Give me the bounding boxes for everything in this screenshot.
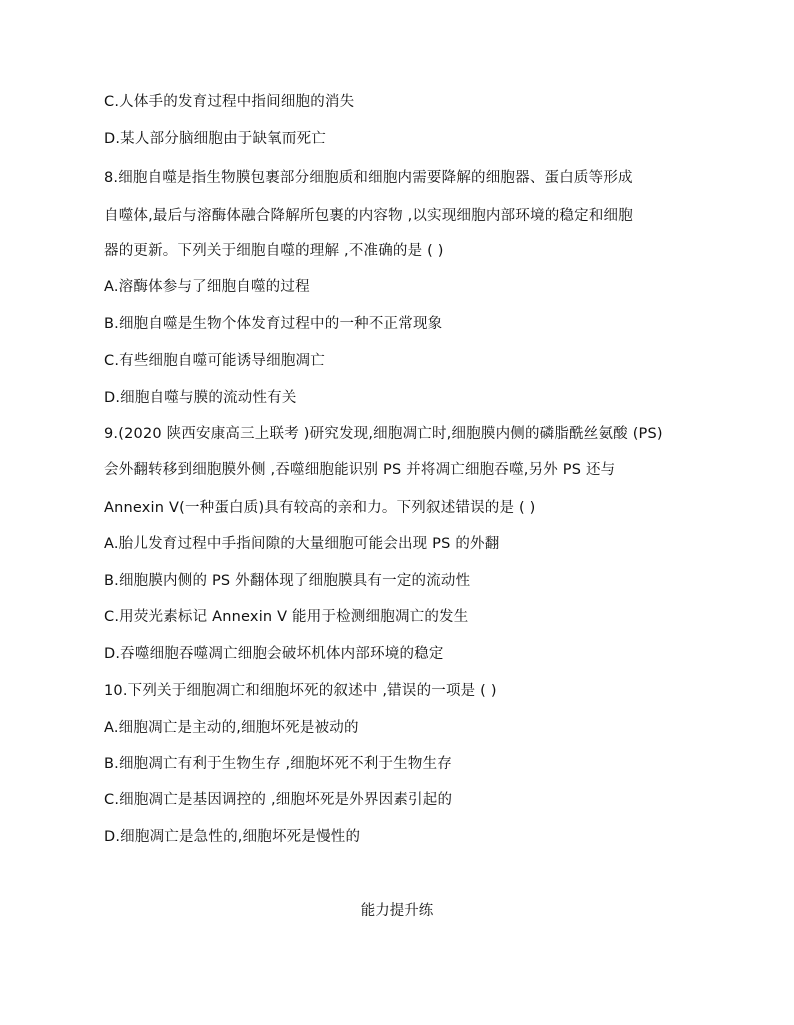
q8-option-c: C.有些细胞自噬可能诱导细胞凋亡 bbox=[104, 353, 325, 369]
q10-stem: 10.下列关于细胞凋亡和细胞坏死的叙述中 ,错误的一项是 ( ) bbox=[104, 683, 497, 699]
q9-option-c: C.用荧光素标记 Annexin V 能用于检测细胞凋亡的发生 bbox=[104, 609, 469, 625]
q8-option-b: B.细胞自噬是生物个体发育过程中的一种不正常现象 bbox=[104, 316, 443, 332]
q10-option-d: D.细胞凋亡是急性的,细胞坏死是慢性的 bbox=[104, 829, 361, 845]
q9-stem-line-1: 9.(2020 陕西安康高三上联考 )研究发现,细胞凋亡时,细胞膜内侧的磷脂酰丝氨酸 (PS) bbox=[104, 426, 663, 442]
q10-option-a: A.细胞凋亡是主动的,细胞坏死是被动的 bbox=[104, 720, 359, 736]
q8-option-a: A.溶酶体参与了细胞自噬的过程 bbox=[104, 279, 310, 295]
q10-option-b: B.细胞凋亡有利于生物生存 ,细胞坏死不利于生物生存 bbox=[104, 756, 452, 772]
q9-option-a: A.胎儿发育过程中手指间隙的大量细胞可能会出现 PS 的外翻 bbox=[104, 536, 500, 552]
q7-option-d: D.某人部分脑细胞由于缺氧而死亡 bbox=[104, 131, 326, 147]
q8-stem-line-2: 自噬体,最后与溶酶体融合降解所包裹的内容物 ,以实现细胞内部环境的稳定和细胞 bbox=[104, 208, 633, 224]
q9-option-b: B.细胞膜内侧的 PS 外翻体现了细胞膜具有一定的流动性 bbox=[104, 573, 471, 589]
section-title: 能力提升练 bbox=[360, 903, 434, 919]
q8-option-d: D.细胞自噬与膜的流动性有关 bbox=[104, 390, 297, 406]
q8-stem-line-3: 器的更新。下列关于细胞自噬的理解 ,不准确的是 ( ) bbox=[104, 243, 444, 259]
q7-option-c: C.人体手的发育过程中指间细胞的消失 bbox=[104, 94, 355, 110]
q9-stem-line-2: 会外翻转移到细胞膜外侧 ,吞噬细胞能识别 PS 并将凋亡细胞吞噬,另外 PS 还与 bbox=[104, 462, 616, 478]
q9-option-d: D.吞噬细胞吞噬凋亡细胞会破坏机体内部环境的稳定 bbox=[104, 646, 444, 662]
q10-option-c: C.细胞凋亡是基因调控的 ,细胞坏死是外界因素引起的 bbox=[104, 792, 453, 808]
q8-stem-line-1: 8.细胞自噬是指生物膜包裹部分细胞质和细胞内需要降解的细胞器、蛋白质等形成 bbox=[104, 170, 633, 186]
q9-stem-line-3: Annexin V(一种蛋白质)具有较高的亲和力。下列叙述错误的是 ( ) bbox=[104, 500, 536, 516]
